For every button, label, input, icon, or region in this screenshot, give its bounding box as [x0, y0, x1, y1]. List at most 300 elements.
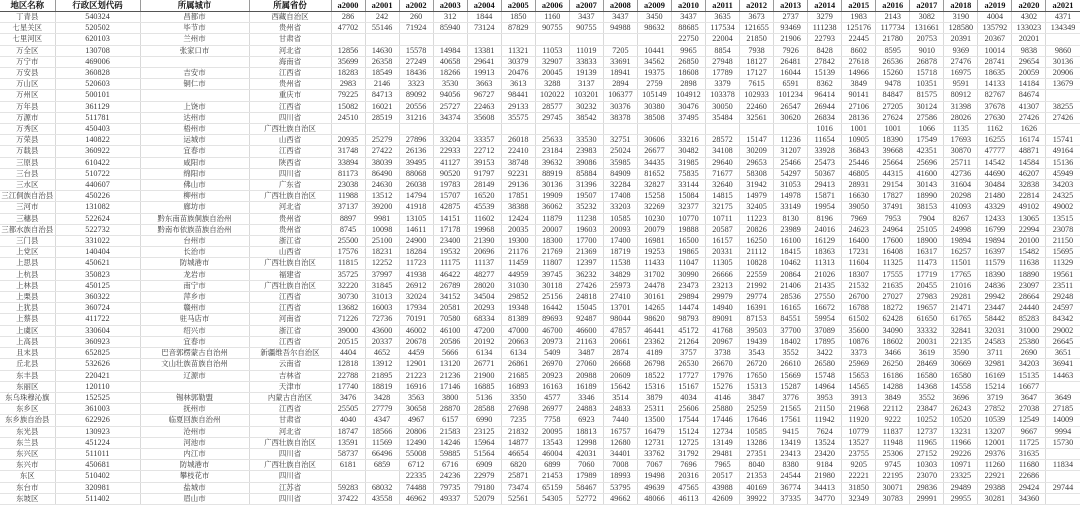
- table-cell[interactable]: 32377: [671, 202, 705, 213]
- table-cell[interactable]: 东坡区: [0, 493, 55, 504]
- table-cell[interactable]: 天津市: [249, 381, 331, 392]
- table-cell[interactable]: 运城市: [140, 135, 249, 146]
- table-cell[interactable]: 广西壮族自治区: [249, 124, 331, 135]
- table-cell[interactable]: 23400: [433, 236, 467, 247]
- table-cell[interactable]: 31053: [774, 180, 808, 191]
- table-cell[interactable]: 吉安市: [140, 68, 249, 79]
- table-cell[interactable]: 51564: [467, 448, 501, 459]
- table-cell[interactable]: [331, 34, 365, 45]
- table-cell[interactable]: 3350: [501, 392, 535, 403]
- table-cell[interactable]: 19561: [1046, 269, 1080, 280]
- table-cell[interactable]: 79225: [331, 90, 365, 101]
- table-cell[interactable]: 25380: [1012, 336, 1046, 347]
- table-cell[interactable]: 3323: [399, 79, 433, 90]
- table-cell[interactable]: 内蒙古自治区: [249, 392, 331, 403]
- table-cell[interactable]: 15964: [467, 437, 501, 448]
- table-cell[interactable]: 14978: [774, 191, 808, 202]
- table-cell[interactable]: 4967: [399, 415, 433, 426]
- table-cell[interactable]: 41918: [399, 202, 433, 213]
- table-cell[interactable]: 20100: [1012, 236, 1046, 247]
- table-cell[interactable]: 11815: [331, 258, 365, 269]
- table-cell[interactable]: 23413: [774, 448, 808, 459]
- table-cell[interactable]: 61765: [944, 314, 978, 325]
- table-cell[interactable]: 12252: [365, 258, 399, 269]
- table-cell[interactable]: 16672: [808, 303, 842, 314]
- table-cell[interactable]: 23473: [671, 280, 705, 291]
- table-cell[interactable]: [140, 381, 249, 392]
- table-cell[interactable]: 万荣县: [0, 135, 55, 146]
- table-cell[interactable]: 49002: [1046, 202, 1080, 213]
- table-cell[interactable]: 33762: [637, 448, 671, 459]
- table-cell[interactable]: 34203: [1012, 359, 1046, 370]
- table-cell[interactable]: 9222: [876, 415, 910, 426]
- table-cell[interactable]: 22712: [467, 146, 501, 157]
- table-cell[interactable]: 3847: [740, 392, 774, 403]
- table-cell[interactable]: 33357: [467, 135, 501, 146]
- table-cell[interactable]: 20581: [433, 303, 467, 314]
- table-cell[interactable]: 106377: [603, 90, 637, 101]
- table-cell[interactable]: 26670: [706, 359, 740, 370]
- table-cell[interactable]: 驻马店市: [140, 314, 249, 325]
- table-cell[interactable]: 29745: [535, 112, 569, 123]
- table-cell[interactable]: 11321: [501, 45, 535, 56]
- table-cell[interactable]: 江苏省: [249, 482, 331, 493]
- table-cell[interactable]: 19909: [535, 191, 569, 202]
- table-cell[interactable]: 16916: [399, 381, 433, 392]
- table-cell[interactable]: 26798: [637, 359, 671, 370]
- table-cell[interactable]: 7904: [910, 213, 944, 224]
- table-cell[interactable]: 28020: [467, 280, 501, 291]
- table-cell[interactable]: 3137: [569, 79, 603, 90]
- table-cell[interactable]: 21176: [501, 247, 535, 258]
- table-cell[interactable]: 14565: [842, 381, 876, 392]
- table-cell[interactable]: 13679: [1046, 79, 1080, 90]
- table-cell[interactable]: 16255: [978, 135, 1012, 146]
- table-cell[interactable]: 17576: [331, 247, 365, 258]
- table-cell[interactable]: 469006: [55, 56, 140, 67]
- table-cell[interactable]: 28572: [706, 135, 740, 146]
- table-cell[interactable]: 16630: [842, 191, 876, 202]
- table-cell[interactable]: 文山壮族苗族自治州: [140, 359, 249, 370]
- table-cell[interactable]: 98632: [637, 23, 671, 34]
- table-cell[interactable]: 30379: [501, 56, 535, 67]
- table-cell[interactable]: 54297: [774, 168, 808, 179]
- table-cell[interactable]: 133023: [1012, 23, 1046, 34]
- table-cell[interactable]: 331022: [55, 236, 140, 247]
- table-cell[interactable]: 3437: [569, 12, 603, 23]
- table-cell[interactable]: 44959: [501, 269, 535, 280]
- table-cell[interactable]: 12818: [331, 359, 365, 370]
- table-cell[interactable]: 3800: [433, 392, 467, 403]
- table-cell[interactable]: 11942: [808, 415, 842, 426]
- table-cell[interactable]: 70191: [399, 314, 433, 325]
- table-cell[interactable]: 25466: [774, 157, 808, 168]
- table-cell[interactable]: 10014: [978, 45, 1012, 56]
- table-cell[interactable]: 32269: [637, 202, 671, 213]
- table-cell[interactable]: 330604: [55, 325, 140, 336]
- table-cell[interactable]: [1046, 448, 1080, 459]
- table-cell[interactable]: 13524: [808, 437, 842, 448]
- table-cell[interactable]: 9478: [876, 79, 910, 90]
- table-cell[interactable]: 海南省: [249, 56, 331, 67]
- table-cell[interactable]: 16186: [876, 370, 910, 381]
- table-cell[interactable]: 5409: [535, 348, 569, 359]
- table-cell[interactable]: 28519: [365, 112, 399, 123]
- table-cell[interactable]: 55146: [365, 23, 399, 34]
- table-cell[interactable]: 32220: [331, 280, 365, 291]
- table-cell[interactable]: 3776: [774, 392, 808, 403]
- table-cell[interactable]: 上犹县: [0, 303, 55, 314]
- table-cell[interactable]: 11313: [808, 258, 842, 269]
- table-cell[interactable]: 10520: [944, 415, 978, 426]
- table-cell[interactable]: 58308: [740, 168, 774, 179]
- table-cell[interactable]: 8380: [774, 460, 808, 471]
- table-cell[interactable]: 辽源市: [140, 370, 249, 381]
- table-cell[interactable]: 3373: [842, 348, 876, 359]
- table-cell[interactable]: 42609: [706, 493, 740, 504]
- table-cell[interactable]: 陕西省: [249, 157, 331, 168]
- table-cell[interactable]: 34108: [706, 146, 740, 157]
- table-cell[interactable]: 10585: [603, 213, 637, 224]
- table-cell[interactable]: 4302: [1012, 12, 1046, 23]
- table-cell[interactable]: 四川省: [249, 168, 331, 179]
- table-cell[interactable]: 22410: [501, 146, 535, 157]
- table-cell[interactable]: 10905: [842, 135, 876, 146]
- table-cell[interactable]: 11604: [842, 258, 876, 269]
- table-cell[interactable]: 41600: [910, 168, 944, 179]
- table-cell[interactable]: 10971: [944, 460, 978, 471]
- table-cell[interactable]: 东兰县: [0, 437, 55, 448]
- table-cell[interactable]: 七里河区: [0, 34, 55, 45]
- table-cell[interactable]: 22445: [842, 34, 876, 45]
- table-cell[interactable]: 13286: [740, 437, 774, 448]
- table-cell[interactable]: 沧州市: [140, 426, 249, 437]
- table-cell[interactable]: 20967: [706, 336, 740, 347]
- table-cell[interactable]: 2874: [603, 348, 637, 359]
- table-cell[interactable]: 71226: [331, 314, 365, 325]
- table-cell[interactable]: 30484: [978, 180, 1012, 191]
- table-cell[interactable]: 34374: [433, 112, 467, 123]
- table-cell[interactable]: 福建省: [249, 269, 331, 280]
- column-header[interactable]: a2000: [331, 0, 365, 12]
- table-cell[interactable]: 26243: [944, 404, 978, 415]
- table-cell[interactable]: 15147: [740, 135, 774, 146]
- table-cell[interactable]: 19968: [467, 224, 501, 235]
- table-cell[interactable]: 16799: [978, 224, 1012, 235]
- table-cell[interactable]: 1844: [467, 12, 501, 23]
- table-cell[interactable]: 2759: [637, 79, 671, 90]
- table-cell[interactable]: 咸阳市: [140, 157, 249, 168]
- table-cell[interactable]: 96727: [467, 90, 501, 101]
- table-cell[interactable]: 18890: [1012, 269, 1046, 280]
- table-cell[interactable]: 18307: [842, 269, 876, 280]
- table-cell[interactable]: 17934: [399, 303, 433, 314]
- table-cell[interactable]: 21565: [774, 404, 808, 415]
- table-cell[interactable]: 35575: [501, 112, 535, 123]
- table-cell[interactable]: 铜仁市: [140, 79, 249, 90]
- table-cell[interactable]: 22460: [740, 101, 774, 112]
- table-cell[interactable]: 38748: [501, 157, 535, 168]
- table-cell[interactable]: 21685: [501, 370, 535, 381]
- table-cell[interactable]: 17178: [433, 224, 467, 235]
- table-cell[interactable]: 220421: [55, 370, 140, 381]
- table-cell[interactable]: 27630: [978, 112, 1012, 123]
- table-cell[interactable]: 24630: [365, 180, 399, 191]
- table-cell[interactable]: 3543: [740, 348, 774, 359]
- table-cell[interactable]: 25727: [433, 101, 467, 112]
- table-cell[interactable]: 14184: [1012, 79, 1046, 90]
- table-cell[interactable]: 25969: [842, 359, 876, 370]
- table-cell[interactable]: 34504: [467, 292, 501, 303]
- table-cell[interactable]: 7696: [671, 460, 705, 471]
- table-cell[interactable]: 36941: [1046, 359, 1080, 370]
- table-cell[interactable]: 522732: [55, 224, 140, 235]
- table-cell[interactable]: 440607: [55, 180, 140, 191]
- table-cell[interactable]: 22335: [399, 471, 433, 482]
- table-cell[interactable]: [140, 90, 249, 101]
- table-cell[interactable]: 万全区: [0, 45, 55, 56]
- table-cell[interactable]: 29481: [706, 448, 740, 459]
- column-header[interactable]: a2010: [671, 0, 705, 12]
- table-cell[interactable]: 29640: [706, 157, 740, 168]
- table-cell[interactable]: 25446: [842, 157, 876, 168]
- table-cell[interactable]: 361129: [55, 101, 140, 112]
- table-cell[interactable]: 22994: [1012, 224, 1046, 235]
- table-cell[interactable]: 43988: [706, 482, 740, 493]
- table-cell[interactable]: 19375: [637, 68, 671, 79]
- table-cell[interactable]: 47200: [467, 325, 501, 336]
- table-cell[interactable]: 73474: [501, 482, 535, 493]
- table-cell[interactable]: 20455: [910, 280, 944, 291]
- table-cell[interactable]: 3849: [876, 392, 910, 403]
- table-cell[interactable]: 84551: [774, 314, 808, 325]
- table-cell[interactable]: 20298: [944, 191, 978, 202]
- table-cell[interactable]: 4371: [1046, 12, 1080, 23]
- table-cell[interactable]: 20826: [740, 224, 774, 235]
- table-cell[interactable]: 20586: [433, 336, 467, 347]
- table-cell[interactable]: 4652: [365, 348, 399, 359]
- table-cell[interactable]: 17400: [603, 236, 637, 247]
- table-cell[interactable]: 14558: [944, 381, 978, 392]
- table-cell[interactable]: 32640: [706, 180, 740, 191]
- table-cell[interactable]: 18127: [740, 56, 774, 67]
- table-cell[interactable]: 南宁市: [140, 280, 249, 291]
- column-header[interactable]: a2004: [467, 0, 501, 12]
- table-cell[interactable]: 18549: [365, 68, 399, 79]
- table-cell[interactable]: 30482: [671, 146, 705, 157]
- table-cell[interactable]: 10303: [910, 460, 944, 471]
- table-cell[interactable]: 7938: [740, 45, 774, 56]
- table-cell[interactable]: 15214: [978, 381, 1012, 392]
- table-cell[interactable]: 21369: [569, 247, 603, 258]
- table-cell[interactable]: 46004: [535, 448, 569, 459]
- table-cell[interactable]: 18300: [535, 236, 569, 247]
- table-cell[interactable]: 11988: [331, 191, 365, 202]
- table-cell[interactable]: 46805: [842, 168, 876, 179]
- table-cell[interactable]: [365, 471, 399, 482]
- table-cell[interactable]: 11325: [876, 258, 910, 269]
- table-cell[interactable]: 27426: [1012, 112, 1046, 123]
- table-cell[interactable]: 贵州省: [249, 213, 331, 224]
- table-cell[interactable]: 35608: [467, 112, 501, 123]
- table-cell[interactable]: 19253: [637, 247, 671, 258]
- table-cell[interactable]: 29955: [944, 493, 978, 504]
- table-cell[interactable]: 9965: [671, 45, 705, 56]
- table-cell[interactable]: 3738: [706, 348, 740, 359]
- table-cell[interactable]: 广西壮族自治区: [249, 258, 331, 269]
- table-cell[interactable]: [365, 124, 399, 135]
- table-cell[interactable]: 11223: [740, 213, 774, 224]
- table-cell[interactable]: 18941: [603, 68, 637, 79]
- table-cell[interactable]: 3428: [365, 392, 399, 403]
- table-cell[interactable]: 19913: [467, 68, 501, 79]
- table-cell[interactable]: 27842: [808, 56, 842, 67]
- table-cell[interactable]: 3346: [569, 392, 603, 403]
- table-cell[interactable]: 23038: [331, 180, 365, 191]
- table-cell[interactable]: 28536: [774, 292, 808, 303]
- column-header[interactable]: a2009: [637, 0, 671, 12]
- table-cell[interactable]: 21353: [740, 471, 774, 482]
- table-cell[interactable]: 1066: [910, 124, 944, 135]
- table-cell[interactable]: 41093: [944, 202, 978, 213]
- table-cell[interactable]: 9369: [944, 45, 978, 56]
- table-cell[interactable]: 39200: [365, 202, 399, 213]
- table-cell[interactable]: 17555: [876, 269, 910, 280]
- table-cell[interactable]: 9994: [1046, 426, 1080, 437]
- table-cell[interactable]: 33928: [808, 146, 842, 157]
- table-cell[interactable]: 21163: [569, 336, 603, 347]
- table-cell[interactable]: 12433: [978, 213, 1012, 224]
- table-cell[interactable]: 22004: [706, 34, 740, 45]
- table-cell[interactable]: 20476: [501, 68, 535, 79]
- table-cell[interactable]: 117734: [876, 23, 910, 34]
- table-cell[interactable]: 40169: [740, 482, 774, 493]
- table-cell[interactable]: 25156: [535, 292, 569, 303]
- table-cell[interactable]: 15718: [910, 68, 944, 79]
- table-cell[interactable]: 31942: [740, 180, 774, 191]
- table-cell[interactable]: 25606: [671, 404, 705, 415]
- table-cell[interactable]: 18813: [569, 426, 603, 437]
- table-cell[interactable]: 32024: [399, 292, 433, 303]
- table-cell[interactable]: 7926: [774, 45, 808, 56]
- table-cell[interactable]: 防城港市: [140, 460, 249, 471]
- table-cell[interactable]: 11948: [876, 437, 910, 448]
- table-cell[interactable]: 16520: [467, 191, 501, 202]
- table-cell[interactable]: 22788: [331, 370, 365, 381]
- table-cell[interactable]: 锡林郭勒盟: [140, 392, 249, 403]
- table-cell[interactable]: 27410: [603, 292, 637, 303]
- table-cell[interactable]: 梧州市: [140, 124, 249, 135]
- table-cell[interactable]: 30730: [331, 292, 365, 303]
- table-cell[interactable]: 16157: [706, 236, 740, 247]
- table-cell[interactable]: 29136: [501, 180, 535, 191]
- column-header[interactable]: a2006: [535, 0, 569, 12]
- table-cell[interactable]: 12856: [331, 45, 365, 56]
- table-cell[interactable]: 411722: [55, 314, 140, 325]
- table-cell[interactable]: 68032: [365, 482, 399, 493]
- table-cell[interactable]: 8745: [331, 224, 365, 235]
- table-cell[interactable]: 42736: [944, 168, 978, 179]
- table-cell[interactable]: 17650: [740, 370, 774, 381]
- table-cell[interactable]: 29248: [1046, 292, 1080, 303]
- table-cell[interactable]: 抚州市: [140, 404, 249, 415]
- table-cell[interactable]: 20864: [774, 269, 808, 280]
- table-cell[interactable]: 500101: [55, 90, 140, 101]
- column-header[interactable]: a2017: [910, 0, 944, 12]
- table-cell[interactable]: 84674: [1012, 90, 1046, 101]
- table-cell[interactable]: 16044: [774, 68, 808, 79]
- table-cell[interactable]: 121655: [740, 23, 774, 34]
- table-cell[interactable]: 30380: [637, 101, 671, 112]
- table-cell[interactable]: 21406: [774, 280, 808, 291]
- table-cell[interactable]: 6591: [774, 79, 808, 90]
- table-cell[interactable]: 47702: [331, 23, 365, 34]
- table-cell[interactable]: 上高县: [0, 336, 55, 347]
- table-cell[interactable]: 32349: [842, 493, 876, 504]
- table-cell[interactable]: 19348: [501, 303, 535, 314]
- table-cell[interactable]: 9745: [876, 460, 910, 471]
- table-cell[interactable]: 18602: [876, 336, 910, 347]
- table-cell[interactable]: 28664: [1012, 292, 1046, 303]
- table-cell[interactable]: 3711: [978, 348, 1012, 359]
- table-cell[interactable]: 30376: [603, 101, 637, 112]
- table-cell[interactable]: 27426: [1046, 112, 1080, 123]
- table-cell[interactable]: 39745: [535, 269, 569, 280]
- table-cell[interactable]: 15482: [1012, 247, 1046, 258]
- table-cell[interactable]: 510402: [55, 471, 140, 482]
- table-cell[interactable]: 三河市: [0, 202, 55, 213]
- table-cell[interactable]: 81652: [637, 168, 671, 179]
- table-cell[interactable]: 68334: [467, 314, 501, 325]
- table-cell[interactable]: 14368: [910, 381, 944, 392]
- table-cell[interactable]: 3663: [467, 79, 501, 90]
- table-cell[interactable]: 16580: [944, 370, 978, 381]
- table-cell[interactable]: 26789: [433, 280, 467, 291]
- table-cell[interactable]: 25306: [876, 448, 910, 459]
- table-cell[interactable]: 85283: [1012, 314, 1046, 325]
- table-cell[interactable]: 贵州省: [249, 79, 331, 90]
- table-cell[interactable]: 14966: [842, 68, 876, 79]
- table-cell[interactable]: 33332: [910, 325, 944, 336]
- table-cell[interactable]: 4404: [331, 348, 365, 359]
- table-cell[interactable]: 毕节市: [140, 23, 249, 34]
- table-cell[interactable]: 3552: [910, 392, 944, 403]
- table-cell[interactable]: 30990: [671, 269, 705, 280]
- table-cell[interactable]: 15313: [740, 381, 774, 392]
- table-cell[interactable]: 6899: [535, 460, 569, 471]
- table-cell[interactable]: 29388: [978, 482, 1012, 493]
- table-cell[interactable]: 450681: [55, 460, 140, 471]
- table-cell[interactable]: 6923: [569, 415, 603, 426]
- table-cell[interactable]: 71677: [706, 168, 740, 179]
- table-cell[interactable]: 17561: [774, 415, 808, 426]
- table-cell[interactable]: 38153: [910, 202, 944, 213]
- table-cell[interactable]: 20201: [1012, 34, 1046, 45]
- table-cell[interactable]: 26358: [365, 56, 399, 67]
- table-cell[interactable]: 27476: [944, 56, 978, 67]
- table-cell[interactable]: 23362: [637, 336, 671, 347]
- table-cell[interactable]: 16788: [842, 303, 876, 314]
- table-cell[interactable]: 130708: [55, 45, 140, 56]
- table-cell[interactable]: 30669: [944, 359, 978, 370]
- table-cell[interactable]: 17719: [910, 269, 944, 280]
- table-cell[interactable]: 14611: [399, 224, 433, 235]
- table-cell[interactable]: 15136: [1046, 157, 1080, 168]
- table-cell[interactable]: 73124: [467, 23, 501, 34]
- table-cell[interactable]: 23097: [1012, 280, 1046, 291]
- table-cell[interactable]: 24883: [569, 404, 603, 415]
- table-cell[interactable]: 20609: [603, 370, 637, 381]
